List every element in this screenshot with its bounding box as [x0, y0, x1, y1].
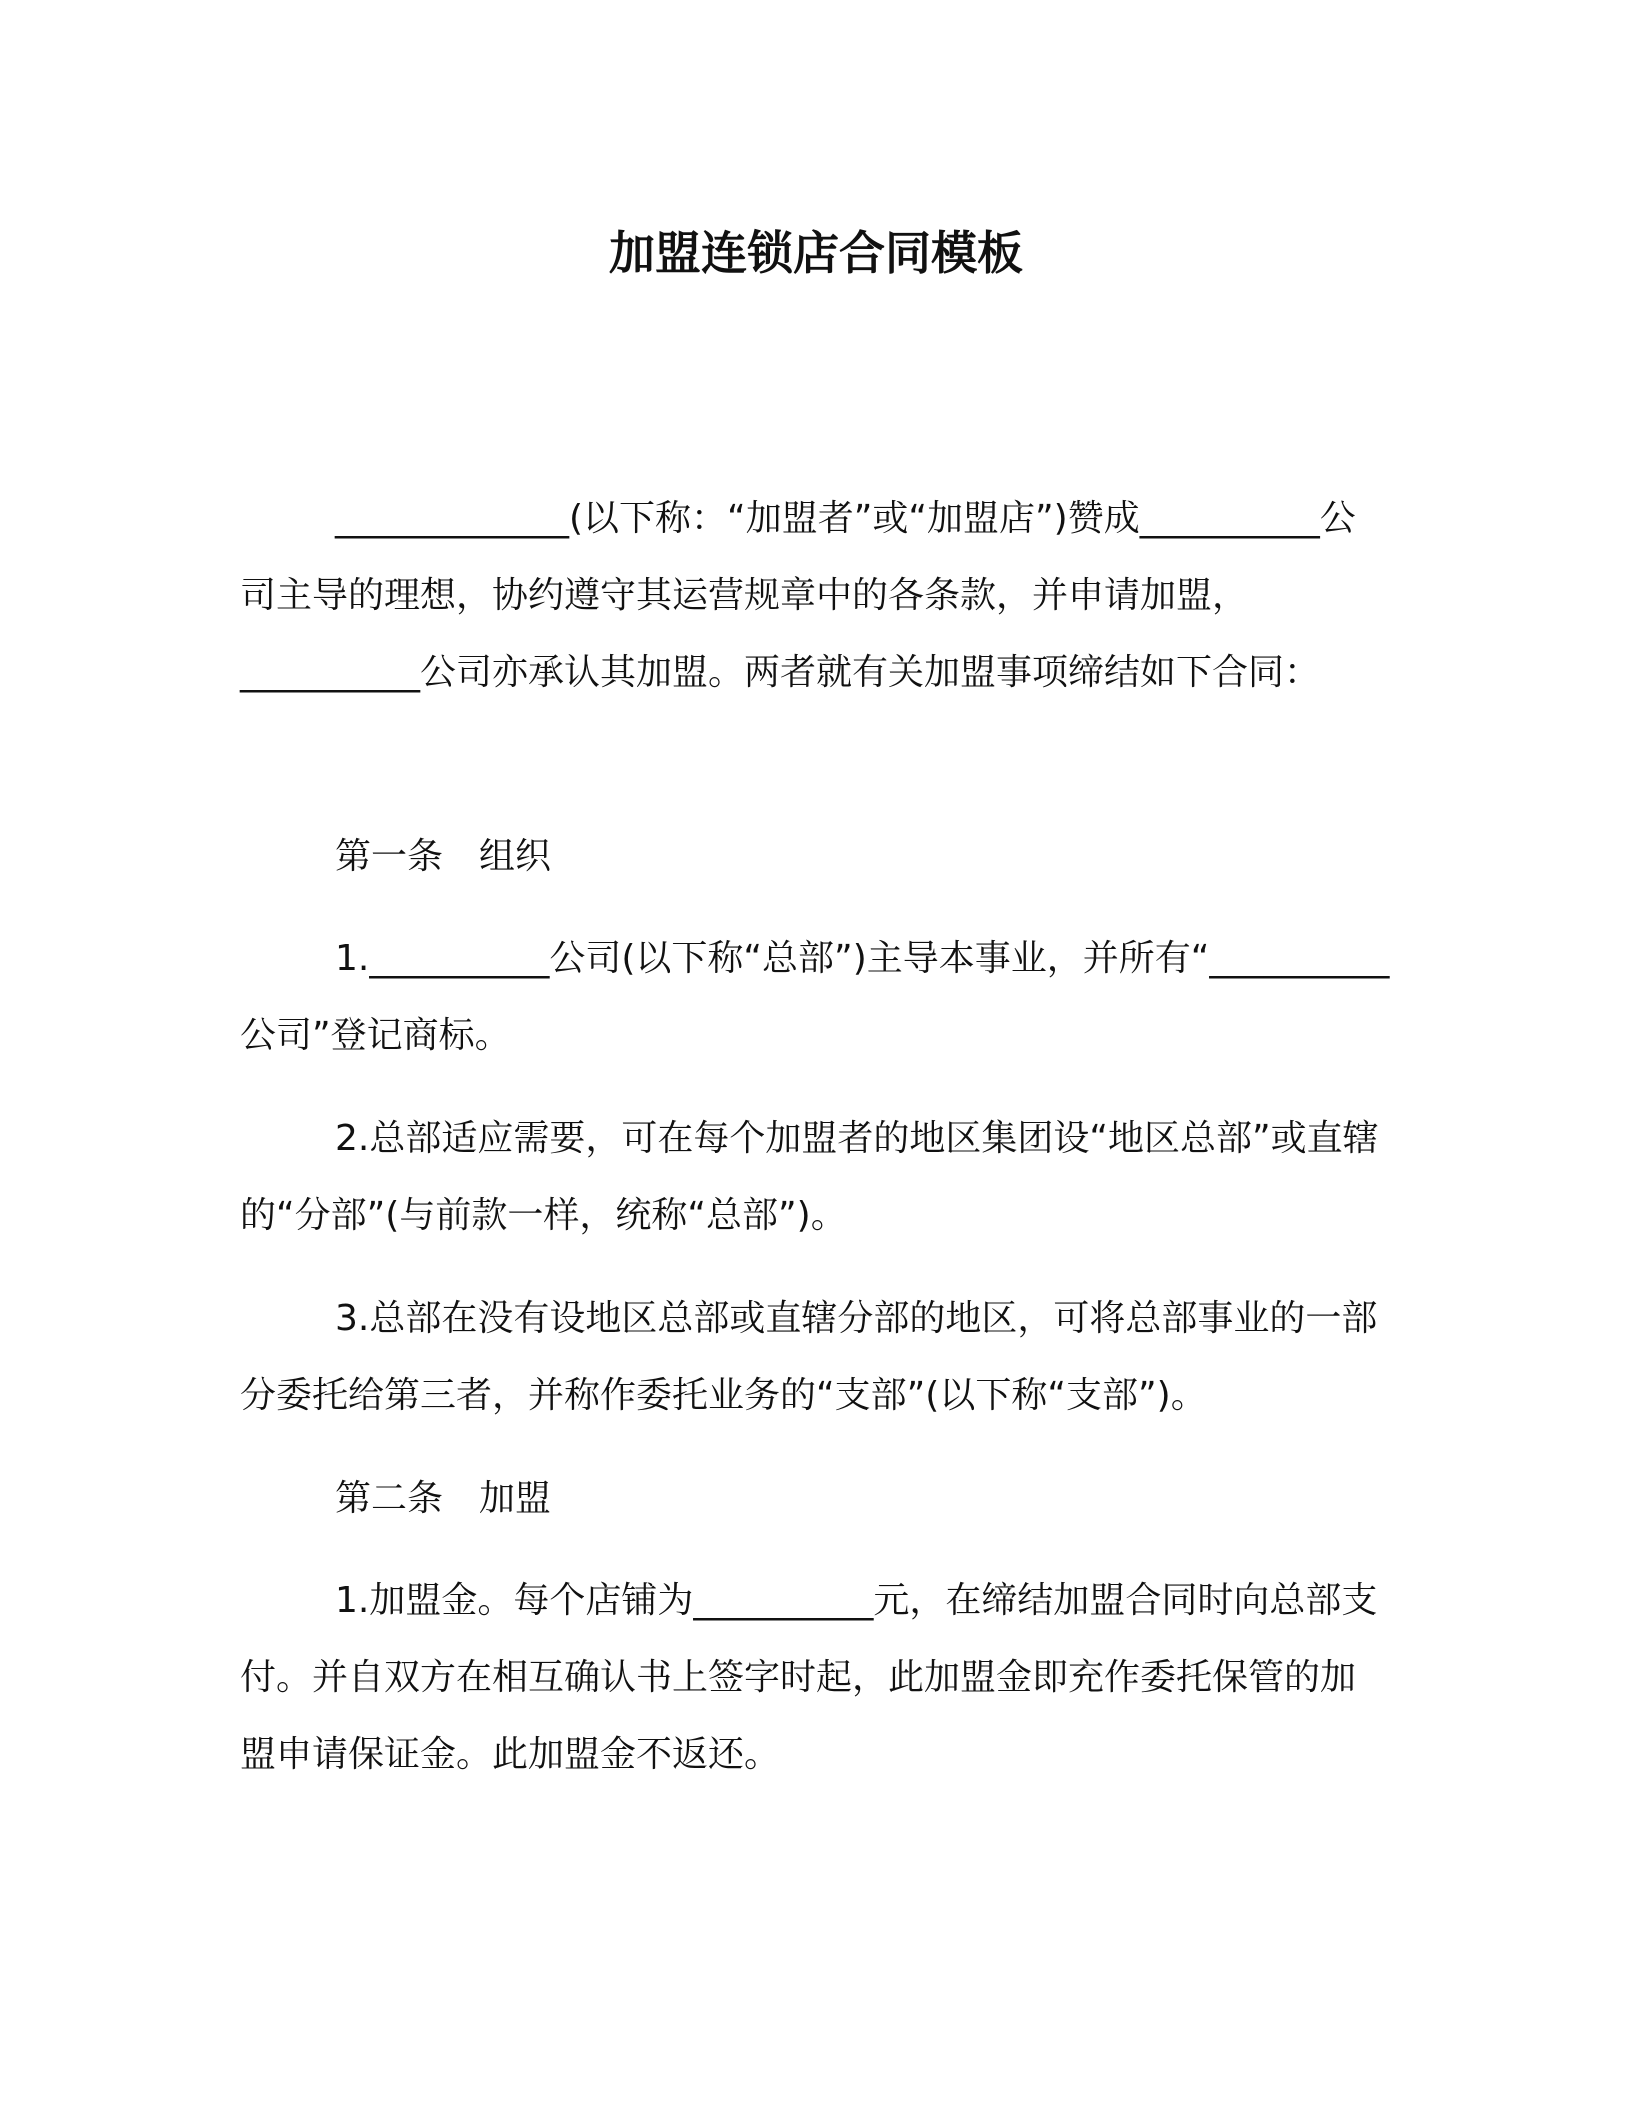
article1-item-1: 1.__________公司(以下称“总部”)主导本事业，并所有“__________公司”登记商标。 — [240, 938, 1390, 1056]
document-title: 加盟连锁店合同模板 — [609, 226, 1023, 280]
article2-item-1: 1.加盟金。每个店铺为__________元，在缔结加盟合同时向总部支付。并自双方在相互确认书上签字时起，此加盟金即充作委托保管的加盟申请保证金。此加盟金不返还。 — [240, 1580, 1378, 1775]
article1-item-3: 3.总部在没有设地区总部或直辖分部的地区，可将总部事业的一部分委托给第三者，并称作委托业务的“支部”(以下称“支部”)。 — [240, 1298, 1378, 1416]
article2-heading: 第二条 加盟 — [335, 1478, 552, 1519]
article1-heading: 第一条 组织 — [335, 836, 552, 877]
intro-paragraph: _____________(以下称：“加盟者”或“加盟店”)赞成__________公司主导的理想，协约遵守其运营规章中的各条款，并申请加盟，__________公司亦承认其加盟。两者就有关加盟事项缔结如下合同： — [240, 498, 1356, 693]
article1-item-2: 2.总部适应需要，可在每个加盟者的地区集团设“地区总部”或直辖的“分部”(与前款一样，统称“总部”)。 — [240, 1118, 1379, 1236]
